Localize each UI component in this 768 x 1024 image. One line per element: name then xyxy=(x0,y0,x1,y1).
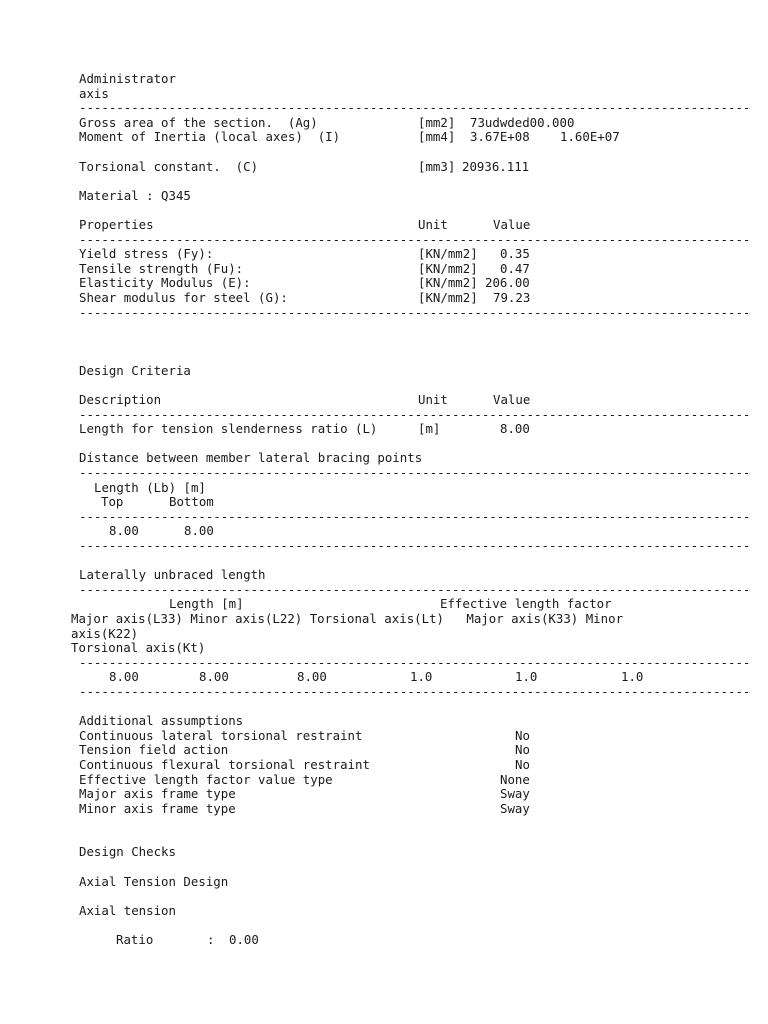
assumptions-title: Additional assumptions xyxy=(79,713,244,729)
criteria-title: Design Criteria xyxy=(79,362,191,378)
property-row: Tensile strength (Fu): [KN/mm2] 0.47 xyxy=(79,260,530,276)
criteria-header: Description Unit Value xyxy=(79,392,531,408)
unbraced-header: Length [m] Effective length factor xyxy=(169,596,612,612)
torsional-row: Torsional constant. (C) [mm3] 20936.111 xyxy=(79,158,530,174)
divider: ------------------------------------------------------------------------------------------ xyxy=(79,406,751,422)
axial-title: Axial Tension Design xyxy=(79,873,229,889)
unbraced-title: Laterally unbraced length xyxy=(79,567,266,583)
assumption-row: Major axis frame type Sway xyxy=(79,786,530,802)
gross-area-row: Gross area of the section. (Ag) [mm2] 73udwded00.000 xyxy=(79,114,575,130)
header-line1: Administrator xyxy=(79,71,176,86)
ratio-row: Ratio : 0.00 xyxy=(116,932,259,948)
properties-header: Properties Unit Value xyxy=(79,216,531,232)
divider: ------------------------------------------------------------------------------------------ xyxy=(79,538,751,553)
divider: ------------------------------------------------------------------------------------------ xyxy=(79,508,751,524)
divider: ------------------------------------------------------------------------------------------ xyxy=(79,465,751,481)
unbraced-values: 8.00 8.00 8.00 1.0 1.0 1.0 xyxy=(109,669,644,685)
axial-subtitle: Axial tension xyxy=(79,902,176,918)
bracing-subheader: Top Bottom xyxy=(101,494,214,510)
material-line: Material : Q345 xyxy=(79,187,191,203)
property-row: Yield stress (Fy): [KN/mm2] 0.35 xyxy=(79,246,530,262)
unbraced-columns-wrap2: Torsional axis(Kt) xyxy=(71,640,206,656)
bracing-title: Distance between member lateral bracing points xyxy=(79,450,423,466)
divider: ------------------------------------------------------------------------------------------ xyxy=(79,581,751,597)
assumption-row: Tension field action No xyxy=(79,742,530,758)
report-document xyxy=(0,72,768,948)
divider: ------------------------------------------------------------------------------------------ xyxy=(79,231,751,247)
unbraced-columns: Major axis(L33) Minor axis(L22) Torsional axis(Lt) Major axis(K33) Minor xyxy=(71,610,624,626)
divider: ------------------------------------------------------------------------------------------ xyxy=(79,683,751,699)
header-line2: axis xyxy=(79,85,109,101)
property-row: Shear modulus for steel (G): [KN/mm2] 79.23 xyxy=(79,289,531,305)
assumption-row: Continuous lateral torsional restraint No xyxy=(79,727,530,743)
checks-title: Design Checks xyxy=(79,844,176,860)
divider: ------------------------------------------------------------------------------------------ xyxy=(79,100,751,116)
bracing-values: 8.00 8.00 xyxy=(109,523,214,539)
divider: ------------------------------------------------------------------------------------------ xyxy=(79,304,751,320)
property-row: Elasticity Modulus (E): [KN/mm2] 206.00 xyxy=(79,275,530,291)
assumption-row: Effective length factor value type None xyxy=(79,771,530,787)
assumption-row: Continuous flexural torsional restraint No xyxy=(79,756,530,772)
inertia-row: Moment of Inertia (local axes) (I) [mm4] 3.67E+08 1.60E+07 xyxy=(79,129,620,145)
divider: ------------------------------------------------------------------------------------------ xyxy=(79,654,751,670)
assumption-row: Minor axis frame type Sway xyxy=(79,800,530,816)
criteria-row: Length for tension slenderness ratio (L) [m] 8.00 xyxy=(79,421,530,437)
unbraced-columns-wrap: axis(K22) xyxy=(71,625,139,641)
bracing-header: Length (Lb) [m] xyxy=(94,479,206,495)
